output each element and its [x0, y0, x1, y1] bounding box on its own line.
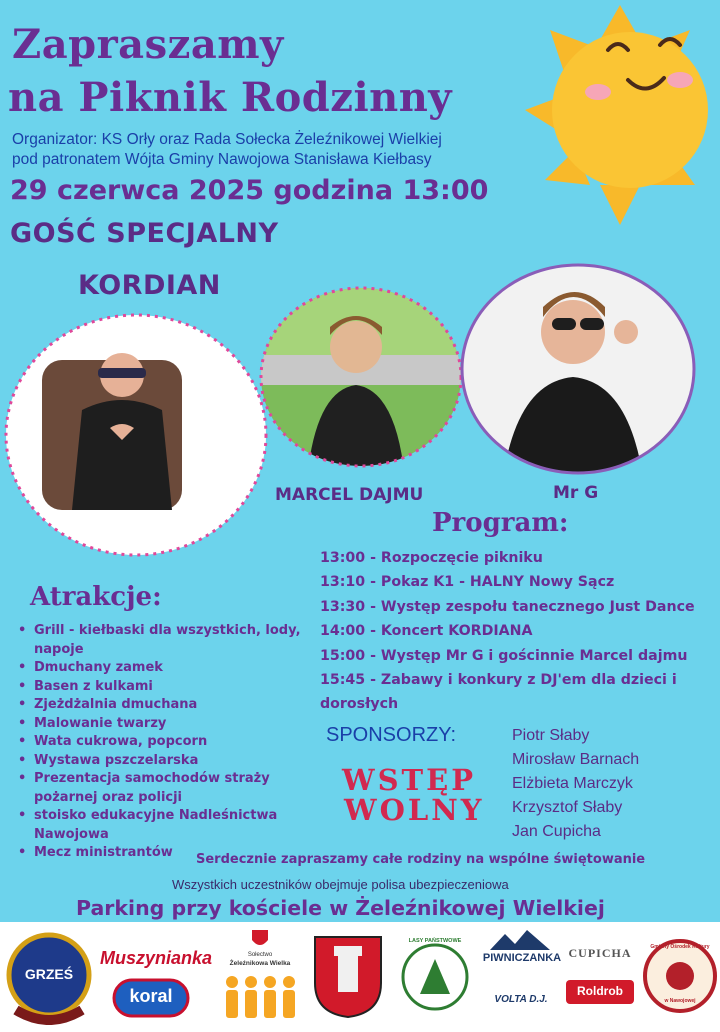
program-item: 13:10 - Pokaz K1 - HALNY Nowy Sącz — [320, 574, 615, 591]
cupicha-logo: CUPICHA — [568, 946, 632, 960]
special-guest-heading: GOŚĆ SPECJALNY — [10, 218, 279, 249]
sponsor-name: Piotr Słaby — [512, 727, 590, 744]
free-entry-badge — [342, 765, 484, 825]
lasy-panstwowe-label: LASY PAŃSTWOWE — [408, 938, 462, 944]
page-title-line2: na Piknik Rodzinny — [8, 74, 453, 121]
invite-text: Serdecznie zapraszamy całe rodziny na wspólne świętowanie — [196, 852, 646, 867]
piwniczanka-logo: PIWNICZANKA — [482, 952, 562, 964]
mountains-icon — [490, 930, 550, 950]
roldrob-logo: Roldrob — [577, 984, 623, 998]
marcel-photo — [258, 285, 464, 470]
sun-icon — [520, 0, 720, 230]
coat-of-arms-icon — [312, 934, 384, 1020]
free-entry-line2: WOLNY — [344, 793, 485, 827]
list-item: • Basen z kulkami — [18, 678, 323, 697]
program-item: 15:00 - Występ Mr G i gościnnie Marcel dajmu — [320, 647, 688, 664]
organizer-line2: pod patronatem Wójta Gminy Nawojowa Stanisława Kiełbasy — [12, 151, 432, 168]
parking-text: Parking przy kościele w Żeleźnikowej Wielkiej — [76, 896, 605, 920]
list-item: • stoisko edukacyjne Nadleśnictwa Nawojowa — [18, 807, 323, 844]
sponsor-logos-bar — [0, 922, 720, 1032]
list-item: • Wata cukrowa, popcorn — [18, 733, 323, 752]
page-title-line1: Zapraszamy — [12, 21, 284, 68]
sponsors-list — [512, 724, 639, 844]
guest-name-mrg: Mr G — [553, 483, 599, 503]
volta-logo: VOLTA D.J. — [494, 994, 548, 1005]
guest-name-marcel: MARCEL DAJMU — [275, 485, 424, 505]
sponsors-heading: SPONSORZY: — [326, 724, 457, 746]
insurance-text: Wszystkich uczestników obejmuje polisa ubezpieczeniowa — [172, 877, 509, 892]
organizer-line1: Organizator: KS Orły oraz Rada Sołecka Żeleźnikowej Wielkiej — [12, 131, 442, 148]
sponsor-name: Krzysztof Słaby — [512, 799, 623, 816]
program-item: 15:45 - Zabawy i konkury z DJ'em dla dzieci i — [320, 672, 677, 689]
event-date: 29 czerwca 2025 godzina 13:00 — [10, 175, 489, 206]
free-entry-line1: WSTĘP — [342, 763, 477, 797]
list-item: • Prezentacja samochodów straży pożarnej oraz policji — [18, 770, 323, 807]
koral-logo: koral — [129, 986, 173, 1006]
special-guest-name: KORDIAN — [78, 270, 221, 301]
program-item: dorosłych — [320, 696, 399, 713]
mrg-photo — [458, 262, 698, 477]
sponsor-name: Mirosław Barnach — [512, 751, 640, 768]
list-item: • Dmuchany zamek — [18, 659, 323, 678]
program-list — [320, 546, 718, 717]
program-item: 13:00 - Rozpoczęcie pikniku — [320, 550, 543, 566]
gok-label-line2: w Nawojowej — [664, 998, 696, 1004]
list-item: • Mecz ministrantów — [18, 844, 323, 863]
sponsor-name: Jan Cupicha — [512, 823, 601, 840]
list-item: • Wystawa pszczelarska — [18, 752, 323, 771]
grzes-logo-label: GRZEŚ — [24, 966, 74, 982]
people-icon — [222, 974, 300, 1020]
program-item: 14:00 - Koncert KORDIANA — [320, 623, 533, 640]
muszynianka-logo: Muszynianka — [100, 948, 213, 968]
list-item: • Malowanie twarzy — [18, 715, 323, 734]
program-heading: Program: — [432, 508, 569, 538]
attractions-heading: Atrakcje: — [30, 582, 162, 612]
lasy-panstwowe-logo — [400, 934, 470, 1020]
solectwo-label-line2: Żeleźnikowa Wielka — [229, 960, 291, 967]
list-item: • Zjeżdżalnia dmuchana — [18, 696, 323, 715]
sponsor-name: Elżbieta Marczyk — [512, 775, 633, 792]
solectwo-crest-icon — [250, 928, 270, 950]
kordian-photo — [2, 310, 270, 560]
program-item: 13:30 - Występ zespołu tanecznego Just Dance — [320, 598, 695, 615]
attractions-list — [18, 622, 323, 863]
solectwo-label-line1: Sołectwo — [247, 952, 273, 958]
list-item: • Grill - kiełbaski dla wszystkich, lody, napoje — [18, 622, 323, 659]
gok-label-line1: Gminny Ośrodek Kultury — [650, 944, 710, 950]
